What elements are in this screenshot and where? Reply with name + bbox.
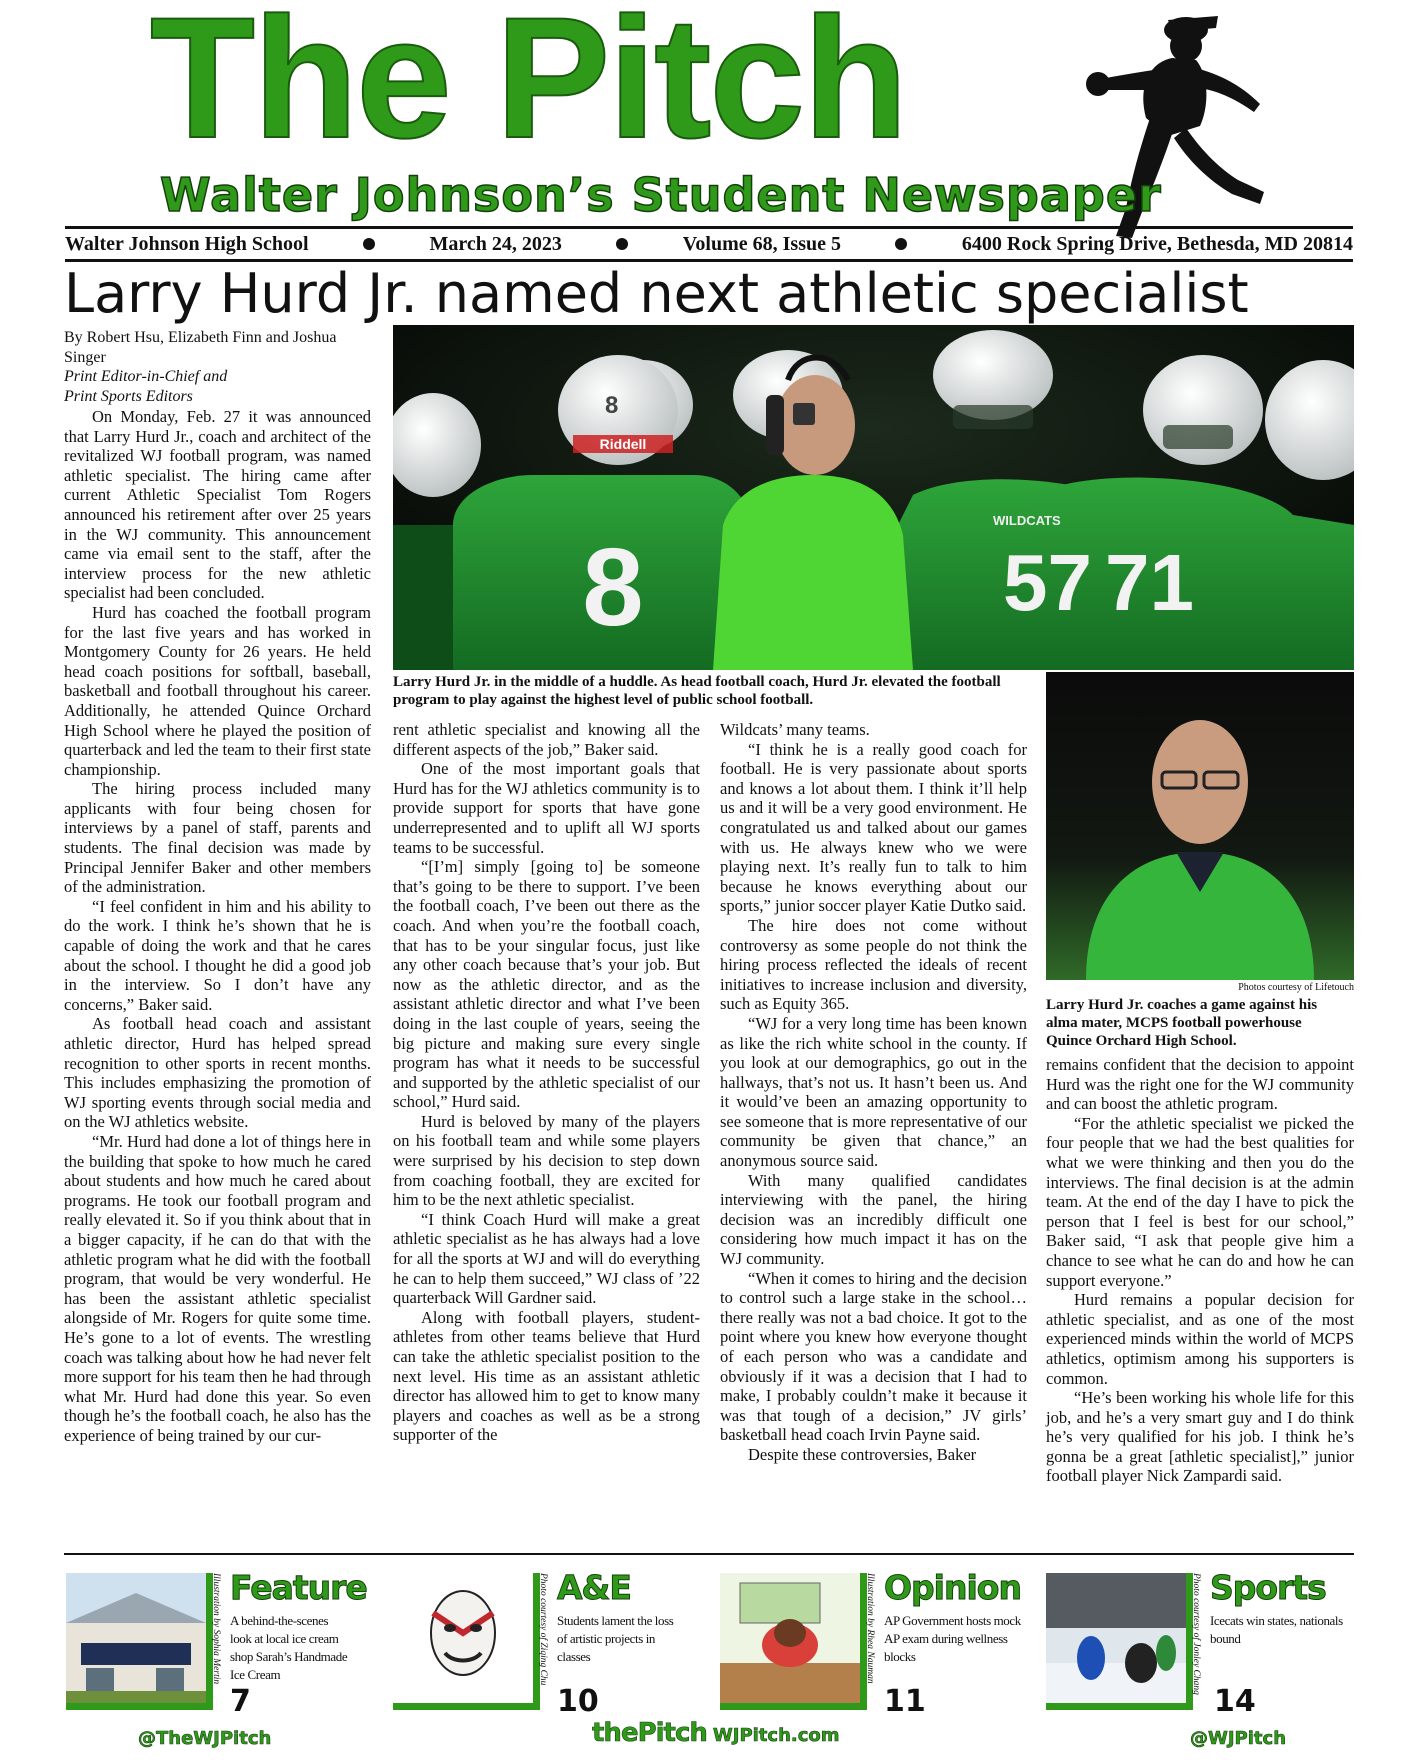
article-paragraph: Hurd has coached the football program for the last five years and has worked in Montgomery County for 26 years. He held head coach positions for softball, baseball, basketball and football throughout his career. Additionally, he attended Quince Orchard High School where he played the position of quarterback and led the team to their first state championship. xyxy=(64,602,371,779)
ae-teaser-page: 10 xyxy=(557,1684,599,1719)
bullet-icon xyxy=(363,238,375,250)
volume-issue: Volume 68, Issue 5 xyxy=(682,232,841,255)
masthead-subtitle: Walter Johnson’s Student Newspaper xyxy=(160,168,1162,222)
jersey-number-8: 8 xyxy=(582,526,644,649)
opinion-teaser-image xyxy=(720,1573,867,1710)
feature-teaser-image xyxy=(66,1573,213,1710)
article-paragraph: “For the athletic specialist we picked the four people that we had the best qualities for what we were thinking and then you do the interviews. The final decision is at the admin team. At the end of the day I have to pick the person that I feel is best for our school,” Baker said, “I ask that people give him a chance to see what he can do and how he can support everyone.” xyxy=(1046,1113,1354,1290)
feature-teaser-credit: Illustration by Sophia Mertin xyxy=(211,1573,221,1685)
side-photo-caption: Larry Hurd Jr. coaches a game against his alma mater, MCPS football powerhouse Quince Orchard High School. xyxy=(1046,997,1318,1049)
bullet-icon xyxy=(616,238,628,250)
helmet-brand: Riddell xyxy=(599,436,647,452)
coach-portrait-photo xyxy=(1046,672,1354,980)
byline-role-2: Print Sports Editors xyxy=(64,387,193,405)
ae-teaser-credit: Photo courtesy of Ziqing Chu xyxy=(538,1573,548,1686)
opinion-teaser-title: Opinion xyxy=(884,1568,1021,1607)
sports-teaser-credit: Photo courtesy of Jonley Chang xyxy=(1191,1573,1201,1695)
ae-teaser-title: A&E xyxy=(557,1568,631,1607)
instagram-handle-link[interactable]: @WJPitch xyxy=(1190,1728,1287,1749)
article-paragraph: The hiring process included many applicants with four being chosen for interviews by a panel of staff, parents and students. The final decision was made by Principal Jennifer Baker and other members of the administration. xyxy=(64,779,371,897)
article-column-2 xyxy=(393,720,700,1445)
photo-credit: Photos courtesy of Lifetouch xyxy=(1238,982,1354,993)
article-paragraph: Despite these controversies, Baker xyxy=(748,1444,977,1464)
main-photo-caption: Larry Hurd Jr. in the middle of a huddle. As head football coach, Hurd Jr. elevated the football program to play against the highest level of public school football. xyxy=(393,674,1001,708)
article-paragraph: On Monday, Feb. 27 it was announced that Larry Hurd Jr., coach and architect of the revitalized WJ football program, was named athletic specialist. The hiring came after current Athletic Specialist Tom Rogers announced his retirement after over 25 years in the WJ community. This announcement came via email sent to the staff, after the interview process for the new athletic specialist had been concluded. xyxy=(64,407,371,603)
helmet-number: 8 xyxy=(605,392,619,419)
article-paragraph: “I feel confident in him and his ability to do the work. I think he’s shown that he is capable of doing the work and that he cares about the school. I thought he did a good job in the interview. So I don’t have any concerns,” Baker said. xyxy=(64,896,371,1014)
huddle-photo xyxy=(393,325,1354,670)
twitter-handle-link[interactable]: @TheWJPitch xyxy=(138,1728,272,1749)
feature-teaser-desc: A behind-the-scenes look at local ice cream shop Sarah’s Handmade Ice Cream xyxy=(230,1613,348,1682)
jersey-number-71: 71 xyxy=(1105,538,1194,627)
footer-divider xyxy=(64,1553,1354,1555)
byline-authors: By Robert Hsu, Elizabeth Finn and Joshua Singer xyxy=(64,329,337,366)
article-paragraph: Hurd remains a popular decision for athletic specialist, and as one of the most experienced minds within the world of MCPS athletics, optimism among his supporters is common. xyxy=(1046,1290,1354,1388)
footer-logo: thePitch xyxy=(592,1718,707,1748)
article-paragraph: “I think Coach Hurd will make a great athletic specialist as he has always had a love for all the sports at WJ and will do everything he can to help them succeed,” WJ class of ’22 quarterback Will Gardner said. xyxy=(393,1209,700,1308)
byline xyxy=(64,328,376,406)
opinion-teaser-credit: Illustration by Rhea Nauman xyxy=(865,1573,875,1684)
article-paragraph: One of the most important goals that Hurd has for the WJ athletics community is to provide support for sports that have gone underrepresented and to uplift all WJ sports teams to be successful. xyxy=(393,759,700,857)
article-paragraph: Hurd is beloved by many of the players on his football team and while some players were surprised by his decision to step down from coaching football, they are excited for him to be the next athletic specialist. xyxy=(393,1111,700,1210)
issue-date: March 24, 2023 xyxy=(429,232,562,255)
info-bar xyxy=(65,226,1353,262)
article-paragraph: With many qualified candidates interviewing with the panel, the hiring decision was an incredibly difficult one considering how much impact it has on the WJ community. xyxy=(720,1170,1027,1269)
jersey-number-57: 57 xyxy=(1003,538,1092,627)
article-paragraph: “WJ for a very long time has been known as like the rich white school in the county. If you look at our demographics, go out in the hallways, that’s not us. It hasn’t been us. And it would’ve been an amazing opportunity to see someone that is more representative of our community be given that chance,” an anonymous source said. xyxy=(720,1013,1027,1171)
article-paragraph: “[I’m] simply [going to] be someone that’s going to be there to support. I’ve been the football coach, I’ve been out there as the coach. And when you’re the football coach, that has to be your singular focus, just like any other coach because that’s your job. But now as the athletic director, and as the assistant athletic director and what I’ve been doing in the last couple of years, seeing the big picture and making sure every single program has what it needs to be successful and supported by the athletic specialist of our school,” Hurd said. xyxy=(393,857,700,1112)
sports-teaser-title: Sports xyxy=(1210,1568,1326,1607)
byline-role-1: Print Editor-in-Chief and xyxy=(64,368,228,386)
school-address: 6400 Rock Spring Drive, Bethesda, MD 20814 xyxy=(961,232,1353,255)
ae-teaser-desc: Students lament the loss of artistic projects in classes xyxy=(557,1613,674,1664)
feature-teaser-page: 7 xyxy=(230,1684,251,1719)
article-column-1 xyxy=(64,407,371,1445)
footer-site-link[interactable] xyxy=(592,1718,840,1748)
feature-teaser-title: Feature xyxy=(230,1568,367,1607)
article-paragraph: “I think he is a really good coach for football. He is very passionate about sports and knows a lot about them. I think it’ll help us and it will be a very good environment. He congratulated us and talked about our games with us. He always knew who we were playing next. It’s really fun to talk to him because he knows everything about our sports,” junior soccer player Katie Dutko said. xyxy=(720,739,1027,916)
jersey-wordmark: WILDCATS xyxy=(993,513,1061,528)
website-url: WJPitch.com xyxy=(712,1725,840,1746)
sports-teaser-desc: Icecats win states, nationals bound xyxy=(1210,1613,1343,1646)
article-paragraph: remains confident that the decision to appoint Hurd was the right one for the WJ community and can boost the athletic program. xyxy=(1046,1055,1354,1114)
masthead-title: The Pitch xyxy=(150,0,907,174)
opinion-teaser-desc: AP Government hosts mock AP exam during wellness blocks xyxy=(884,1613,1021,1664)
article-paragraph: Along with football players, student-athletes from other teams believe that Hurd can take the athletic specialist position to the next level. His time as an assistant athletic director has allowed him to get to know many players and coaches as well as be a strong supporter of the xyxy=(393,1307,700,1445)
sports-teaser-image xyxy=(1046,1573,1193,1710)
article-headline: Larry Hurd Jr. named next athletic specialist xyxy=(64,262,1249,325)
article-paragraph: Wildcats’ many teams. xyxy=(720,720,870,739)
opinion-teaser-page: 11 xyxy=(884,1684,926,1719)
article-paragraph: rent athletic specialist and knowing all the different aspects of the job,” Baker said. xyxy=(393,720,700,759)
article-paragraph: “He’s been working his whole life for this job, and he’s a very smart guy and I do think he’s very qualified for his job. I think he’s gonna be a great [athletic specialist],” junior football player Nick Zampardi said. xyxy=(1046,1388,1354,1486)
article-column-4 xyxy=(1046,1055,1354,1486)
ae-teaser-image xyxy=(393,1573,540,1710)
article-paragraph: “When it comes to hiring and the decision to control such a large stake in the school…there really was not a bad choice. It got to the point where you knew how everyone thought of each person who was a candidate and obviously if it was a decision that I had to make, I probably couldn’t make it because it was that tough of a decision,” JV girls’ basketball head coach Irvin Payne said. xyxy=(720,1268,1027,1445)
sports-teaser-page: 14 xyxy=(1214,1684,1256,1719)
bullet-icon xyxy=(895,238,907,250)
school-name: Walter Johnson High School xyxy=(65,232,309,255)
article-paragraph: “Mr. Hurd had done a lot of things here in the building that spoke to how much he cared about students and how much he cared about programs. He took our football program and really elevated it. So if you think about that in a bigger capacity, if he can do that with the athletic program what he did with the football program, that would be very wonderful. He has been the assistant athletic specialist alongside of Mr. Rogers for quite some time. He’s gone to a lot of events. The wrestling coach was talking about how he had never felt more support for his team then he had through what Mr. Hurd had done this year. So even though he’s the football coach, he also has the experience of being trained by our cur- xyxy=(64,1131,371,1445)
article-paragraph: The hire does not come without controversy as some people do not think the hiring process reflected the ideals of recent initiatives to increase inclusion and diversity, such as Equity 365. xyxy=(720,915,1027,1014)
article-paragraph: As football head coach and assistant athletic director, Hurd has helped spread recognition to other sports in recent months. This includes emphasizing the promotion of WJ sporting events through social media and on the WJ athletics website. xyxy=(64,1014,371,1132)
article-column-3 xyxy=(720,720,1027,1465)
